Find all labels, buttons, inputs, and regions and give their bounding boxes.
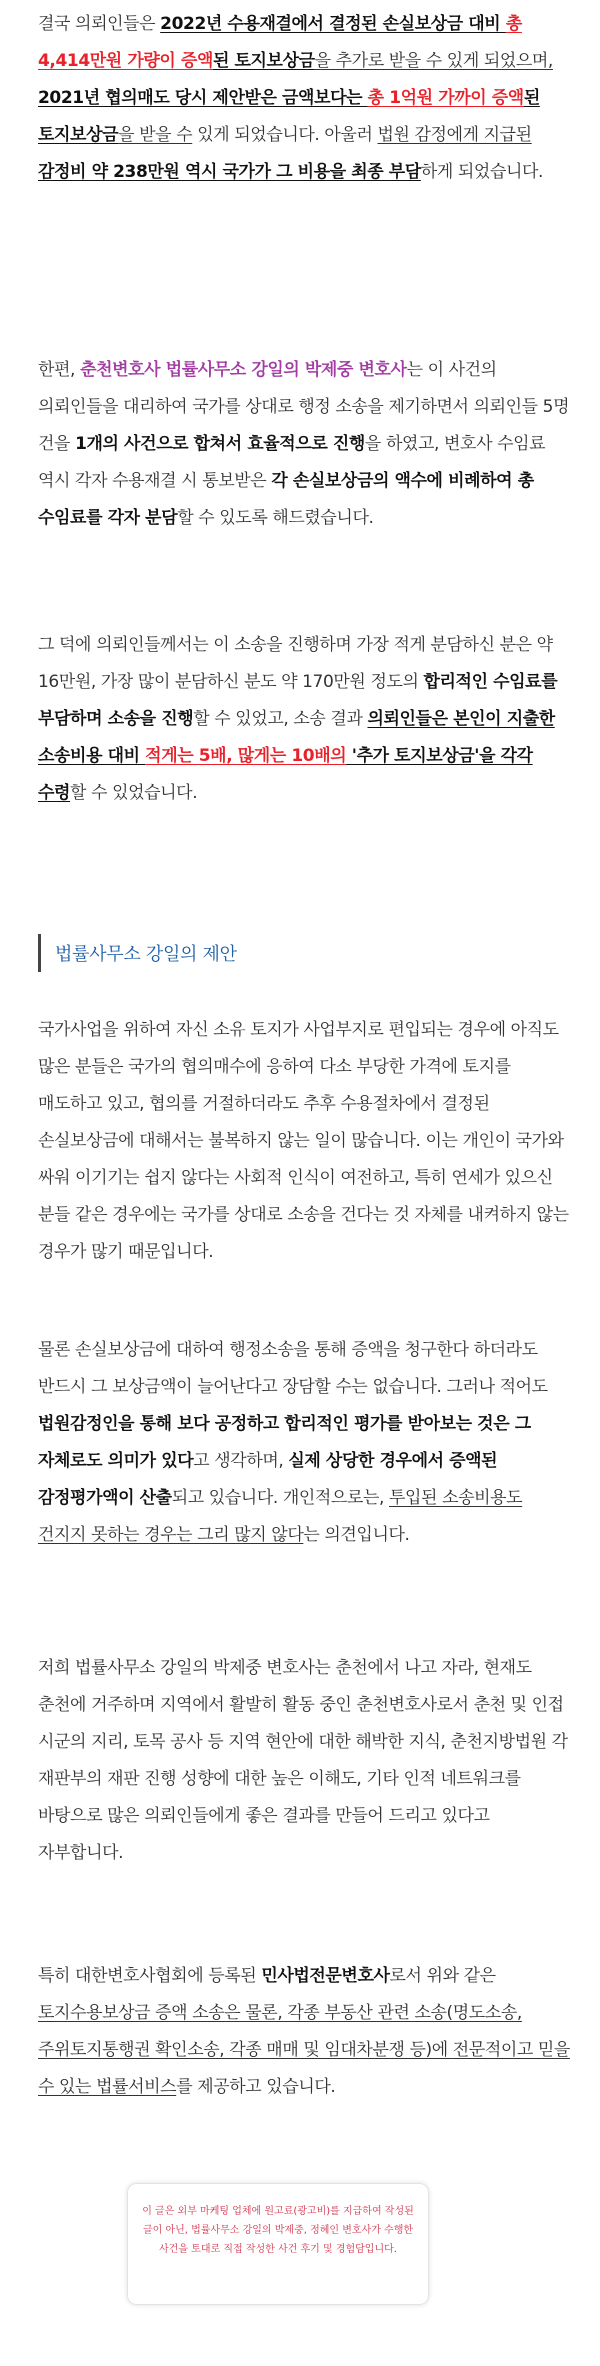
bold-text: 합리적인 수임료를 부담하며 소송을 진행: [38, 672, 558, 729]
text: 는 이 사건의 의뢰인들을 대리하여 국가를 상대로 행정 소송을 제기하면서 의뢰인들 5명 건을: [38, 360, 570, 454]
text: 는 의견입니다.: [303, 1525, 410, 1545]
text: 결국 의뢰인들은: [38, 14, 161, 34]
highlight-red-text: 총 4,414만원 가량이 증액: [38, 14, 522, 71]
result-paragraph: [38, 6, 570, 191]
underlined-text: 토지수용보상금 증액 소송은 물론, 각종 부동산 관련 소송(명도소송, 주위토지통행권 확인소송, 각종 매매 및 임대차분쟁 등)에: [38, 2003, 522, 2060]
text: 할 수 있었습니다.: [70, 783, 198, 803]
specialty-paragraph: [38, 1958, 570, 2106]
text: 물론 손실보상금에 대하여 행정소송을 통해 증액을 청구한다 하더라도 반드시 그 보상금액이 늘어난다고 장담할 수는 없습니다. 그러나 적어도: [38, 1340, 548, 1397]
bold-text: 각 손실보상금의 액수에 비례하여 총 수임료를 각자 분담: [38, 471, 534, 528]
text: 특히 대한변호사협회에 등록된: [38, 1966, 262, 1986]
text: 할 수 있었고, 소송 결과: [193, 709, 368, 729]
proposal-paragraph: [38, 1012, 570, 1271]
highlight-text: 2021년 협의매도 당시 제안받은 금액보다는: [38, 88, 368, 108]
profile-paragraph: [38, 1650, 570, 1872]
text: 국가사업을 위하여 자신 소유 토지가 사업부지로 편입되는 경우에 아직도 많은 분들은 국가의 협의매수에 응하여 다소 부당한 가격에 토지를 매도하고 있고, 협의를 거절하더라도 추후 수용절차에서 결정된 손실보상금에 대해서는 불복하지 않는 일이 많습니다. 이는 개인이 국가와 싸워 이기기는 쉽지 않다는 사회적 인식이 여전하고, 특히 연세가 있으신 분들 같은 경우에는 국가를 상대로 소송을 건다는 것 자체를 내켜하지 않는 경우가 많기 때문입니다.: [38, 1020, 569, 1262]
highlight-red-text: 적게는 5배, 많게는 10배의: [145, 746, 347, 766]
text: 하게 되었습니다.: [420, 162, 544, 182]
lawyer-paragraph: [38, 352, 570, 537]
highlight-text: 된 토지보상금: [212, 51, 315, 71]
underlined-text: 투입된 소송비용도 건지지 못하는 경우는 그리 많지 않다: [38, 1488, 523, 1545]
text: 고 생각하며,: [193, 1451, 289, 1471]
underlined-text: 법원 감정에게 지급된: [377, 125, 532, 145]
highlight-text: 의뢰인들은 본인이 지출한 소송비용 대비: [38, 709, 555, 766]
text: 을 하였고, 변호사 수임료 역시 각자 수용재결 시 통보받은: [38, 434, 546, 491]
highlight-text: '추가 토지보상금'을 각각 수령: [38, 746, 533, 803]
underlined-text: 을 받을 수: [118, 125, 193, 145]
bold-text: 실제 상당한 경우에서 증액된 감정평가액이 산출: [38, 1451, 498, 1508]
text: 저희 법률사무소 강일의 박제중 변호사는 춘천에서 나고 자라, 현재도 춘천에 거주하며 지역에서 활발히 활동 중인 춘천변호사로서 춘천 및 인접 시군의 지리, 토목 공사 등 지역 현안에 대한 해박한 지식, 춘천지방법원 각 재판부의 재판 진행 성향에 대한 높은 이해도, 기타 인적 네트워크를 바탕으로 많은 의뢰인들에게 좋은 결과를 만들어 드리고 있다고 자부합니다.: [38, 1658, 568, 1863]
highlight-text: 2022년 수용재결에서 결정된 손실보상금 대비: [160, 14, 506, 34]
highlight-text: 된 토지보상금: [38, 88, 540, 145]
disclaimer-text: 이 글은 외부 마케팅 업체에 원고료(광고비)를 지급하여 작성된 글이 아닌, 법률사무소 강일의 박제중, 정혜인 변호사가 수행한 사건을 토대로 직접 작성한 사건 후기 및 경험담입니다.: [142, 2206, 414, 2255]
section-heading: [38, 934, 237, 972]
lawyer-name-text: 춘천변호사 법률사무소 강일의 박제중 변호사: [80, 360, 407, 380]
underlined-text: 을 추가로 받을 수 있게 되었으며,: [314, 51, 553, 71]
bold-text: 법원감정인을 통해 보다 공정하고 합리적인 평가를 받아보는 것은 그 자체로도 의미가 있다: [38, 1414, 531, 1471]
text: 한편,: [38, 360, 81, 380]
highlight-text: 감정비 약 238만원 역시 국가가 그 비용을 최종 부담: [38, 162, 421, 182]
text: 할 수 있도록 해드렸습니다.: [177, 508, 374, 528]
underlined-text: 전문적이고 믿을 수 있는 법률서비스: [38, 2040, 570, 2097]
disclaimer-box: [128, 2184, 428, 2304]
text: 그 덕에 의뢰인들께서는 이 소송을 진행하며 가장 적게 분담하신 분은 약 16만원, 가장 많이 분담하신 분도 약 170만원 정도의: [38, 635, 553, 692]
text: 되고 있습니다. 개인적으로는,: [171, 1488, 389, 1508]
lawsuit-paragraph: [38, 1332, 570, 1554]
text: 있게 되었습니다. 아울러: [192, 125, 378, 145]
highlight-red-text: 총 1억원 가까이 증액: [367, 88, 524, 108]
text: 를 제공하고 있습니다.: [176, 2077, 336, 2097]
bold-text: 민사법전문변호사: [261, 1966, 390, 1986]
fee-paragraph: [38, 627, 570, 812]
section-title: 법률사무소 강일의 제안: [55, 944, 237, 965]
text: 로서 위와 같은: [389, 1966, 496, 1986]
bold-text: 1개의 사건으로 합쳐서 효율적으로 진행: [75, 434, 365, 454]
